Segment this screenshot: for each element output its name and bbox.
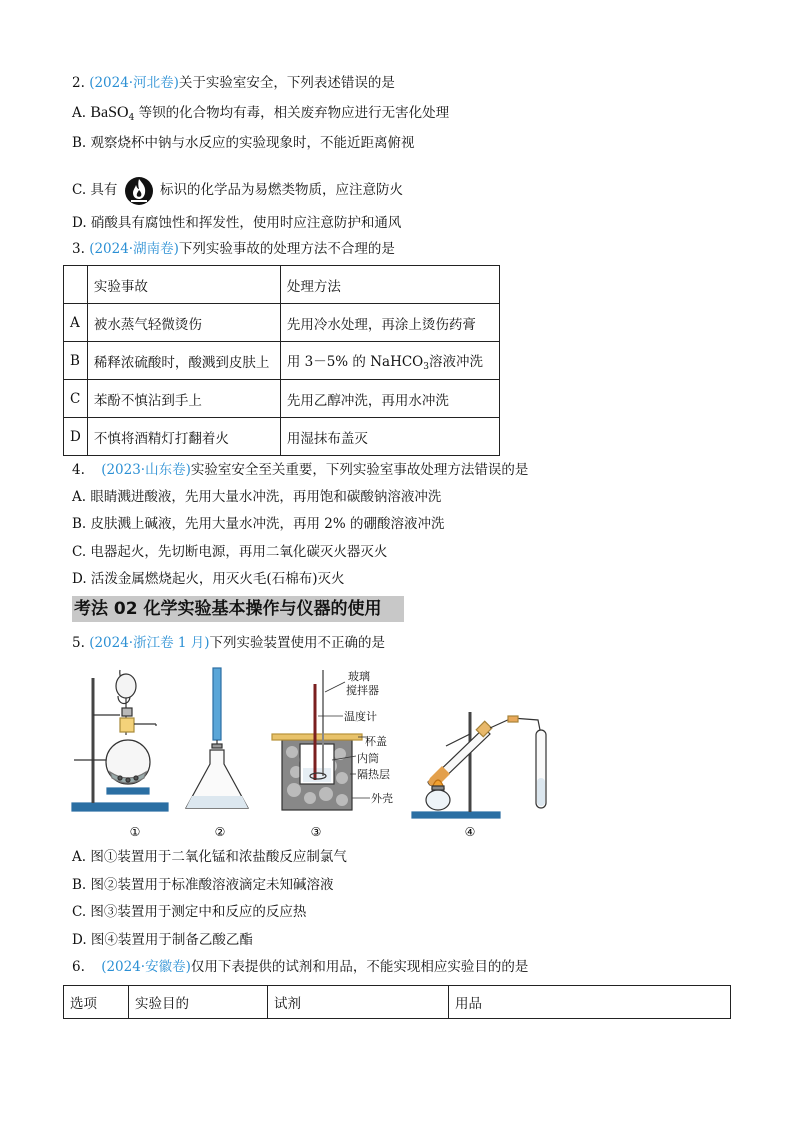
label-inner-cup: 内筒 bbox=[357, 752, 379, 765]
fig-label-4: ④ bbox=[464, 825, 476, 839]
q2-option-c bbox=[72, 174, 403, 206]
q3-row-event: 被水蒸气轻微烫伤 bbox=[87, 304, 280, 342]
q5-number: 5. bbox=[72, 635, 85, 651]
q2-stem: 关于实验室安全，下列表述错误的是 bbox=[178, 75, 395, 91]
q3-stem: 下列实验事故的处理方法不合理的是 bbox=[178, 241, 395, 257]
q4-option-d: D. 活泼金属燃烧起火，用灭火毛(石棉布)灭火 bbox=[72, 571, 345, 587]
q6-stem: 仅用下表提供的试剂和用品，不能实现相应实验目的的是 bbox=[190, 959, 529, 975]
flammable-symbol-icon bbox=[124, 174, 154, 206]
apparatus-1-chlorine-generator bbox=[72, 670, 168, 811]
table-row bbox=[64, 380, 500, 418]
q2-option-a bbox=[72, 104, 449, 127]
q4-stem: 实验室安全至关重要，下列实验室事故处理方法错误的是 bbox=[190, 462, 529, 478]
q6-number: 6. bbox=[72, 959, 85, 975]
q6-table bbox=[63, 985, 731, 1019]
q2-option-a-subscript: 4 bbox=[128, 113, 135, 123]
q3-row-method-sub: 3 bbox=[423, 361, 429, 372]
q6-header-supplies: 用品 bbox=[449, 986, 731, 1019]
fig-label-1: ① bbox=[129, 825, 141, 839]
q2-option-a-text: 等钡的化合物均有毒，相关废弃物应进行无害化处理 bbox=[138, 105, 450, 121]
q2-option-b: B. 观察烧杯中钠与水反应的实验现象时，不能近距离俯视 bbox=[72, 135, 415, 151]
q3-source: (2024·湖南卷) bbox=[89, 241, 179, 257]
q3-row-label: C bbox=[64, 380, 88, 418]
fig-label-3: ③ bbox=[310, 825, 322, 839]
label-glass: 玻璃 bbox=[348, 670, 370, 683]
apparatus-2-titration bbox=[186, 668, 248, 808]
q2-stem-line bbox=[72, 74, 395, 92]
q5-source: (2024·浙江卷 1 月) bbox=[89, 635, 210, 651]
label-thermometer: 温度计 bbox=[344, 710, 377, 723]
q5-stem-line bbox=[72, 634, 385, 652]
q3-row-method-post: 溶液冲洗 bbox=[428, 353, 483, 370]
q5-option-d: D. 图④装置用于制备乙酸乙酯 bbox=[72, 932, 253, 948]
table-header-row bbox=[64, 266, 500, 304]
q3-header-blank bbox=[64, 266, 88, 304]
q2-number: 2. bbox=[72, 75, 85, 91]
q5-option-a: A. 图①装置用于二氧化锰和浓盐酸反应制氯气 bbox=[72, 849, 347, 865]
table-header-row bbox=[64, 986, 731, 1019]
q6-source: (2024·安徽卷) bbox=[101, 959, 191, 975]
q3-stem-line bbox=[72, 240, 395, 258]
q4-source: (2023·山东卷) bbox=[101, 462, 191, 478]
q3-row-label: D bbox=[64, 418, 88, 456]
q3-row-method: 先用乙醇冲洗，再用水冲洗 bbox=[280, 380, 499, 418]
section-heading: 考法 02 化学实验基本操作与仪器的使用 bbox=[72, 596, 404, 622]
fig-label-2: ② bbox=[214, 825, 226, 839]
q3-row-method: 先用冷水处理，再涂上烫伤药膏 bbox=[280, 304, 499, 342]
q3-header-event: 实验事故 bbox=[87, 266, 280, 304]
q3-row-event: 苯酚不慎沾到手上 bbox=[87, 380, 280, 418]
q3-number: 3. bbox=[72, 241, 85, 257]
q2-option-a-label: A. bbox=[72, 105, 87, 121]
table-row bbox=[64, 342, 500, 380]
q2-option-d: D. 硝酸具有腐蚀性和挥发性，使用时应注意防护和通风 bbox=[72, 215, 402, 231]
q3-row-method: 用湿抹布盖灭 bbox=[280, 418, 499, 456]
q4-option-b: B. 皮肤溅上碱液，先用大量水冲洗，再用 2% 的硼酸溶液冲洗 bbox=[72, 516, 445, 532]
q6-header-purpose: 实验目的 bbox=[129, 986, 268, 1019]
q2-option-a-formula: BaSO bbox=[90, 104, 129, 121]
q6-header-option: 选项 bbox=[64, 986, 129, 1019]
q2-option-c-pre: C. 具有 bbox=[72, 182, 118, 198]
q6-header-reagent: 试剂 bbox=[268, 986, 449, 1019]
table-row bbox=[64, 304, 500, 342]
q4-stem-line bbox=[72, 461, 528, 479]
label-lid: 杯盖 bbox=[365, 735, 387, 748]
q5-apparatus-figure bbox=[60, 660, 580, 845]
label-outer-shell: 外壳 bbox=[371, 792, 393, 805]
q3-row-label: A bbox=[64, 304, 88, 342]
q3-header-method: 处理方法 bbox=[280, 266, 499, 304]
q5-option-b: B. 图②装置用于标准酸溶液滴定未知碱溶液 bbox=[72, 877, 334, 893]
q6-stem-line bbox=[72, 958, 528, 976]
q3-table bbox=[63, 265, 500, 456]
q5-stem: 下列实验装置使用不正确的是 bbox=[209, 635, 386, 651]
q5-option-c: C. 图③装置用于测定中和反应的反应热 bbox=[72, 904, 307, 920]
q3-row-event: 稀释浓硫酸时，酸溅到皮肤上 bbox=[87, 342, 280, 380]
q3-row-label: B bbox=[64, 342, 88, 380]
q3-row-method bbox=[280, 342, 499, 380]
q4-option-a: A. 眼睛溅进酸液，先用大量水冲洗，再用饱和碳酸钠溶液冲洗 bbox=[72, 489, 442, 505]
q4-option-c: C. 电器起火，先切断电源，再用二氧化碳灭火器灭火 bbox=[72, 544, 388, 560]
apparatus-4-ester-preparation bbox=[412, 712, 546, 818]
q2-option-c-post: 标识的化学品为易燃类物质，应注意防火 bbox=[160, 182, 404, 198]
q3-row-event: 不慎将酒精灯打翻着火 bbox=[87, 418, 280, 456]
q3-row-method-pre: 用 3－5% 的 NaHCO bbox=[286, 353, 424, 370]
q4-number: 4. bbox=[72, 462, 85, 478]
q2-source: (2024·河北卷) bbox=[89, 75, 179, 91]
table-row bbox=[64, 418, 500, 456]
label-stirrer: 搅拌器 bbox=[346, 684, 379, 697]
label-insulation: 隔热层 bbox=[357, 768, 390, 781]
